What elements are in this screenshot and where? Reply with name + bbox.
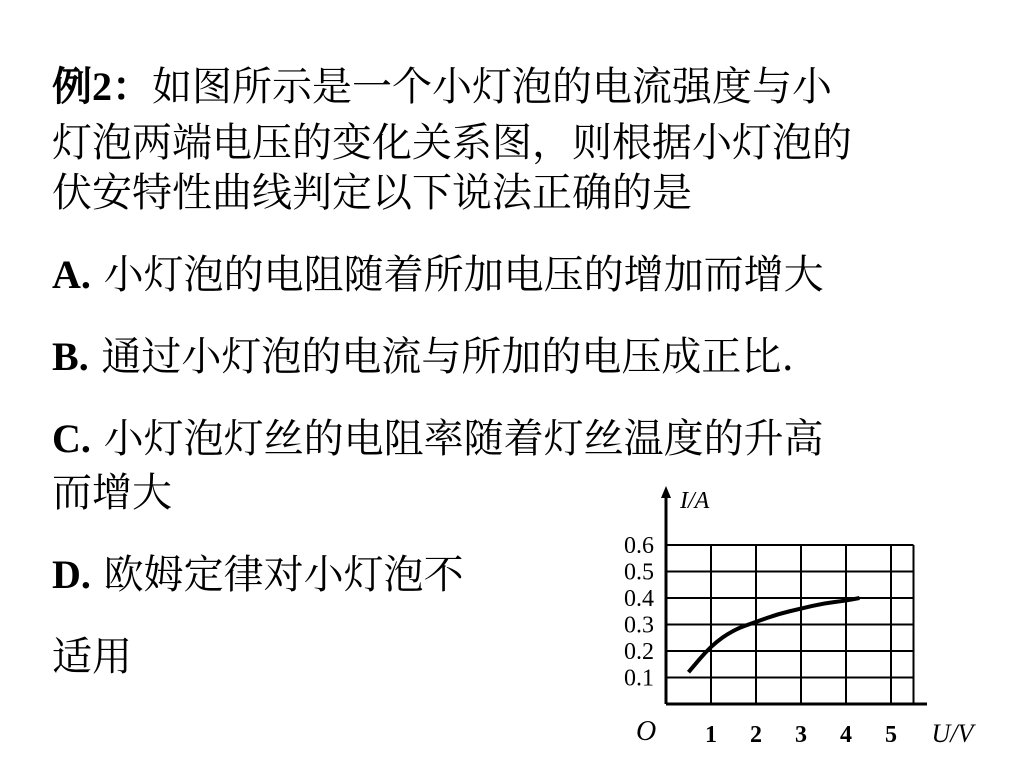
x-tick-label: 3 — [795, 722, 807, 748]
x-tick-label: 1 — [705, 722, 717, 748]
question-stem-1: 如图所示是一个小灯泡的电流强度与小 — [152, 64, 832, 110]
iu-chart — [588, 482, 988, 762]
y-tick-label: 0.1 — [624, 665, 654, 692]
option-a: A. 小灯泡的电阻随着所加电压的增加而增大 — [52, 252, 824, 298]
x-tick-label: 2 — [750, 722, 762, 748]
x-tick-label: 4 — [840, 722, 852, 748]
y-axis-label: I/A — [680, 488, 710, 514]
y-tick-label: 0.2 — [624, 639, 654, 665]
y-tick-labels — [624, 533, 654, 692]
y-tick-label: 0.4 — [624, 586, 654, 612]
option-b: B. 通过小灯泡的电流与所加的电压成正比. — [52, 334, 795, 380]
option-c: C. 小灯泡灯丝的电阻率随着灯丝温度的升高 — [52, 416, 824, 462]
x-axis-label: U/V — [931, 719, 974, 748]
option-a-label: A — [52, 252, 81, 297]
option-b-label: B — [52, 334, 79, 379]
x-tick-labels — [705, 722, 897, 748]
option-b-text: 通过小灯泡的电流与所加的电压成正比. — [101, 334, 795, 380]
option-d-text: 欧姆定律对小灯泡不 — [103, 552, 464, 598]
y-tick-label: 0.3 — [624, 612, 654, 639]
option-c-label: C — [52, 416, 81, 461]
option-d-continuation: 适用 — [52, 634, 132, 680]
question-stem-2: 灯泡两端电压的变化关系图，则根据小灯泡的 — [52, 120, 852, 166]
option-c-text: 小灯泡灯丝的电阻率随着灯丝温度的升高 — [103, 416, 824, 462]
y-tick-label: 0.6 — [624, 533, 654, 559]
x-tick-label: 5 — [885, 722, 897, 748]
question-line-1 — [52, 60, 832, 114]
y-tick-label: 0.5 — [624, 559, 654, 586]
example-number: 例2： — [52, 64, 152, 109]
option-d: D. 欧姆定律对小灯泡不 — [52, 552, 464, 598]
iu-curve — [689, 598, 860, 672]
origin-label: O — [636, 716, 657, 747]
option-a-text: 小灯泡的电阻随着所加电压的增加而增大 — [103, 252, 824, 298]
y-axis-arrow — [661, 486, 671, 498]
chart-grid — [666, 545, 914, 704]
question-stem-3: 伏安特性曲线判定以下说法正确的是 — [52, 170, 692, 216]
option-c-continuation: 而增大 — [52, 470, 172, 516]
option-d-label: D — [52, 552, 81, 597]
